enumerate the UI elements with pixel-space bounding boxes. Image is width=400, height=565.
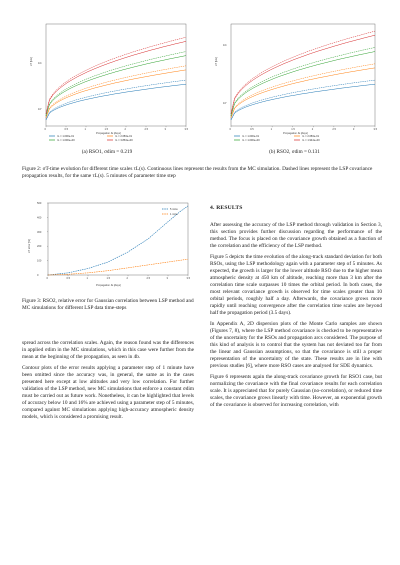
figure2a-caption: (a) RSO1, σdim = 0.219 <box>81 149 133 155</box>
xtick-label: 0.5 <box>66 277 71 281</box>
paragraph: spread across the correlation scales. Again, the reason found was the differences in applied σdim in the MC simulations, which in this case were further from the mean at the beginning of the propagation, as seen in 4b. <box>22 340 194 360</box>
figure3-xlabel: Propagation Δt [days] <box>96 284 121 287</box>
figure3-ylabel: σT error [%] <box>28 239 31 253</box>
figure2b-ylabel: σT [km] <box>215 57 218 66</box>
xtick-label: 0.5 <box>250 128 254 132</box>
figure2b-xticks <box>230 126 378 131</box>
legend-entry: τL = 2.683e-01 <box>115 135 133 138</box>
legend-entry: 5 mins <box>170 208 178 211</box>
figure2b-ytick-10-1: 10¹ <box>223 44 227 47</box>
xtick-label: 1 <box>84 128 86 132</box>
figure2a-ytick-10-0: 10⁰ <box>38 108 42 111</box>
xtick-label: 0 <box>229 128 231 132</box>
xtick-label: 0 <box>44 128 46 132</box>
figure2b-legend <box>234 134 320 142</box>
xtick-label: 1.5 <box>291 128 295 132</box>
legend-entry: τL = 1.000e-01 <box>57 135 75 138</box>
legend-entry: τL = 1.000e-01 <box>242 135 260 138</box>
figure2b-axes <box>231 24 375 126</box>
figure2a-axes <box>46 24 186 126</box>
ytick-label: 400 <box>37 216 42 220</box>
xtick-label: 3 <box>166 277 168 281</box>
legend-entry: τL = 1.944e+00 <box>302 139 320 142</box>
xtick-label: 2.5 <box>146 277 151 281</box>
paragraph: Contour plots of the error results applying a parameter step of 1 minute have been omitted since the accuracy was, in general, the same as in the cases presented here except at low altitudes and very low correlation. For further validation of the LSP method, new MC simulations that enforce a constant σdim must be carried out as future work. Nonetheless, it can be highlighted that levels of accuracy below 10 and 16% are achieved using a parameter step of 5 minutes, compared against MC simulations applying high-accuracy atmospheric density models, which is considered a promising result. <box>22 365 194 420</box>
figure2a-xticks <box>45 126 189 131</box>
figure2a-ytick-10-1: 10¹ <box>38 62 42 65</box>
xtick-label: 2 <box>311 128 314 132</box>
paragraph: After assessing the accuracy of the LSP method through validation in Section 3, this section provides further discussion regarding the performance of the method. The focus is placed on the covariance growth obtained as a function of the correlation and the efficiency of the LSP method. <box>210 222 382 249</box>
legend-entry: 1 mins <box>170 213 178 216</box>
xtick-label: 2.5 <box>332 128 336 132</box>
legend-entry: τL = 2.683e-01 <box>302 135 320 138</box>
xtick-label: 2.5 <box>144 128 149 132</box>
xtick-label: 1 <box>86 277 88 281</box>
xtick-label: 3.5 <box>373 128 378 132</box>
figure2b-caption: (b) RSO2, σdim = 0.131 <box>269 149 320 155</box>
left-column <box>22 340 194 425</box>
xtick-label: 2 <box>126 277 128 281</box>
figure3-yticks <box>37 201 48 277</box>
ytick-label: 100 <box>37 259 42 263</box>
xtick-label: 3 <box>164 128 166 132</box>
ytick-label: 300 <box>37 230 42 234</box>
figure3-plot <box>22 197 194 289</box>
xtick-label: 3.5 <box>186 277 191 281</box>
xtick-label: 0 <box>46 277 48 281</box>
figure2a-plot <box>22 20 192 142</box>
figure2b-ytick-10-0: 10⁰ <box>223 102 227 105</box>
xtick-label: 1 <box>270 128 273 132</box>
paragraph: Figure 6 represents again the along-track covariance growth for RSO1 case, but normalizing the covariance with the final covariance results for each correlation scale. It is appreciated that for purely Gaussian (no-correlation), or reduced time scales, the covariance grows linearly with time. However, an exponential growth of the covariance is observed for increasing correlation, with <box>210 374 382 408</box>
figure2a-legend <box>49 134 133 142</box>
xtick-label: 3.5 <box>184 128 189 132</box>
right-column <box>210 222 382 413</box>
ytick-label: 200 <box>37 245 42 249</box>
ytick-label: 500 <box>37 202 42 205</box>
figure3-xticks <box>47 275 191 280</box>
section-heading: 4. RESULTS <box>210 205 243 211</box>
ytick-label: 0 <box>37 274 39 277</box>
legend-entry: τL = 3.863e+00 <box>115 139 133 142</box>
paragraph: Figure 5 depicts the time evolution of the along-track standard deviation for both RSOs, using the LSP methodology again with a parameter step of 5 minutes. As expected, the growth is larger for the lower altitude RSO due to the higher mean atmospheric density at 450 km of altitude, reaching more than 3 km after the correlation time scale surpasses 10 times the orbital period. In both cases, the most relevant covariance growth is observed for time scales greater than 10 orbital periods, roughly half a day. Afterwards, the covariance grows more rapidly until reaching convergence after the correlation time scales are beyond half the propagation period (3.5 days). <box>210 254 382 316</box>
figure2b-xlabel: Propagation Δt [days] <box>283 132 308 135</box>
figure2-caption: Figure 2: σT-time evolution for different time scales τL(s). Continuous lines represent the results from the MC simulation. Dashed lines represent the LSP covariance propagation results, for the same τL(s). 5 minutes of parameter time step <box>22 166 373 179</box>
figure2b-plot <box>207 20 382 142</box>
xtick-label: 3 <box>352 128 355 132</box>
paragraph: In Appendix A, 2D dispersion plots of the Monte Carlo samples are shown (Figures 7, 8), where the LSP method covariance is checked to be representative of the uncertainty for the RSOs and propagation arcs considered. The purpose of this kind of analysis is to control that the system has not deviated too far from the linear and Gaussian assumptions, so that the covariance is still a proper representation of the uncertainty of the state. These results are in line with previous studies [6], where more RSO cases are analysed for SDE dynamics. <box>210 321 382 369</box>
xtick-label: 2 <box>124 128 126 132</box>
figure3-caption: Figure 3: RSO2, relative error for Gaussian correlation between LSP method and MC simulations for different LSP data time-steps <box>22 298 194 311</box>
xtick-label: 1.5 <box>104 128 109 132</box>
figure2a-ylabel: σT [km] <box>30 57 33 66</box>
xtick-label: 1.5 <box>106 277 111 281</box>
xtick-label: 0.5 <box>64 128 69 132</box>
legend-entry: τL = 1.000e+00 <box>57 139 75 142</box>
legend-entry: τL = 1.000e+00 <box>242 139 260 142</box>
figure2a-xlabel: Propagation Δt [days] <box>96 132 121 135</box>
